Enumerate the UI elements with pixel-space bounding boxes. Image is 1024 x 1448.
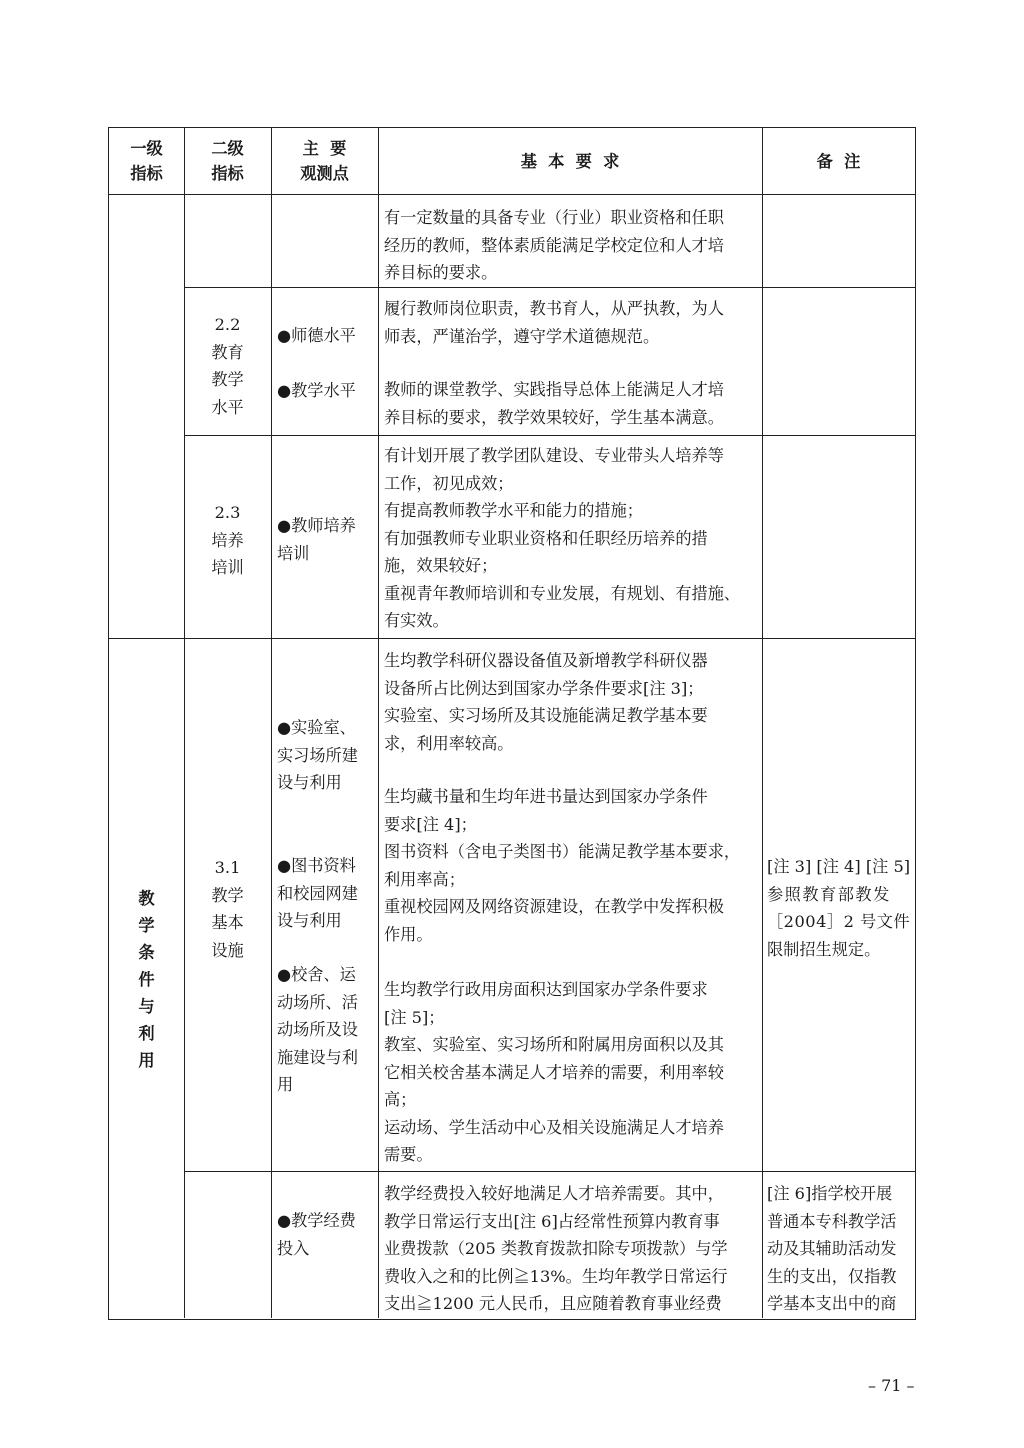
row-e-notes: [注 6]指学校开展 普通本专科教学活 动及其辅助活动发 生的支出，仅指教 学基本支出中的商 [767,1184,897,1313]
row-d-observation-library: ●图书资料 和校园网建 设与利用 [277,856,358,930]
row-divider-d [184,1171,915,1172]
row-c-level2: 2.3 培养 培训 [211,503,244,577]
row-d-level2: 3.1 教学 基本 设施 [211,858,244,960]
row-divider-a [184,287,915,288]
level1-teaching-conditions: 教 学 条 件 与 利 用 [138,889,155,1070]
row-a-requirements: 有一定数量的具备专业（行业）职业资格和任职 经历的教师，整体素质能满足学校定位和人才培 养目标的要求。 [384,208,724,282]
row-e-observation: ●教学经费 投入 [277,1211,356,1258]
header-level1: 一级 指标 [130,139,163,183]
header-notes: 备 注 [816,151,861,171]
row-d-notes: [注 3] [注 4] [注 5] 参照教育部教发 ［2004］2 号文件 限制招生规定。 [767,857,911,959]
row-b-observation-teaching: ●教学水平 [277,381,356,400]
page-number: – 71 – [868,1376,915,1395]
evaluation-table [108,127,916,1320]
row-c-requirements: 有计划开展了教学团队建设、专业带头人培养等 工作，初见成效； 有提高教师教学水平和能力的措施； 有加强教师专业职业资格和任职经历培养的措 施，效果较好； 重视青年教师培训和专业发展，有规划、有措施、 有实效。 [384,446,741,630]
row-d-requirements-buildings: 生均教学行政用房面积达到国家办学条件要求 [注 5]； 教室、实验室、实习场所和附属用房面积以及其 它相关校舍基本满足人才培养的需要，利用率较 高； 运动场、学生活动中心及相关设施满足人才培养 需要。 [384,980,724,1164]
col-divider-2 [271,128,272,1318]
header-requirements: 基 本 要 求 [520,151,620,171]
row-d-observation-labs: ●实验室、 实习场所建 设与利用 [277,718,358,792]
header-level2: 二级 指标 [211,139,244,183]
header-observation: 主 要 观测点 [300,139,349,183]
col-divider-3 [378,128,379,1318]
row-b-observation-ethics: ●师德水平 [277,326,356,345]
row-d-requirements-equipment: 生均教学科研仪器设备值及新增教学科研仪器 设备所占比例达到国家办学条件要求[注 3]； 实验室、实习场所及其设施能满足教学基本要 求，利用率较高。 [384,651,708,753]
row-b-requirements-ethics: 履行教师岗位职责，教书育人，从严执教，为人 师表，严谨治学，遵守学术道德规范。 [384,299,724,346]
row-d-observation-buildings: ●校舍、运 动场所、活 动场所及设 施建设与利 用 [277,965,358,1094]
col-divider-4 [762,128,763,1318]
header-divider [109,194,915,195]
row-divider-c [109,638,915,639]
row-d-requirements-library: 生均藏书量和生均年进书量达到国家办学条件 要求[注 4]； 图书资料（含电子类图书）能满足教学基本要求， 利用率高； 重视校园网及网络资源建设，在教学中发挥积极 作用。 [384,787,741,944]
row-b-requirements-teaching: 教师的课堂教学、实践指导总体上能满足人才培 养目标的要求，教学效果较好，学生基本满意。 [384,380,724,427]
row-c-observation: ●教师培养 培训 [277,516,356,563]
row-divider-b [184,435,915,436]
row-e-requirements: 教学经费投入较好地满足人才培养需要。其中， 教学日常运行支出[注 6]占经常性预算内教育事 业费拨款（205 类教育拨款扣除专项拨款）与学 费收入之和的比例≧13%。生均年教学日常运行 支出≧1200 元人民币，且应随着教育事业经费 [384,1184,728,1313]
col-divider-1 [184,128,185,1318]
row-b-level2: 2.2 教育 教学 水平 [211,315,244,417]
